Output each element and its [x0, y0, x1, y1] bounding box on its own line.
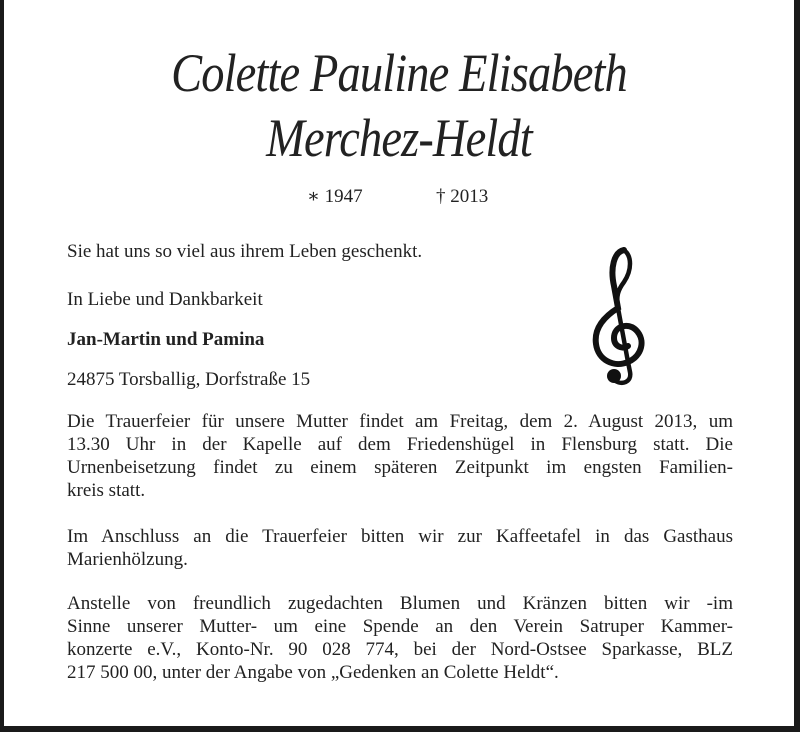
address: 24875 Torsballig, Dorfstraße 15	[67, 369, 311, 390]
paragraph2-line: Im Anschluss an die Trauerfeier bitten wir zur Kaffeetafel in das Gasthaus	[67, 526, 733, 547]
treble-clef-icon	[588, 246, 654, 386]
motto: Sie hat uns so viel aus ihrem Leben geschenkt.	[67, 241, 423, 262]
paragraph3-line: Sinne unserer Mutter- um eine Spende an den Verein Satruper Kammer-	[67, 616, 733, 637]
mourners: Jan-Martin und Pamina	[67, 329, 265, 350]
death-notice	[4, 0, 794, 726]
name-line-1: Colette Pauline Elisabeth	[171, 43, 627, 103]
closing: In Liebe und Dankbarkeit	[67, 289, 263, 310]
paragraph3-line: Anstelle von freundlich zugedachten Blumen und Kränzen bitten wir -im	[67, 593, 733, 614]
paragraph1-line: Urnenbeisetzung findet zu einem späteren Zeitpunkt im engsten Familien-	[67, 457, 733, 478]
death-year: † 2013	[436, 186, 489, 207]
paragraph3-line: konzerte e.V., Konto-Nr. 90 028 774, bei der Nord-Ostsee Sparkasse, BLZ	[67, 639, 733, 660]
paragraph1-line: Die Trauerfeier für unsere Mutter findet am Freitag, dem 2. August 2013, um	[67, 411, 733, 432]
name-line-2: Merchez-Heldt	[266, 108, 532, 168]
paragraph1-line: kreis statt.	[67, 480, 146, 501]
paragraph3-line: 217 500 00, unter der Angabe von „Gedenken an Colette Heldt“.	[67, 662, 559, 683]
paragraph1-line: 13.30 Uhr in der Kapelle auf dem Friedenshügel in Flensburg statt. Die	[67, 434, 733, 455]
paragraph2-line: Marienhölzung.	[67, 549, 188, 570]
birth-year: ∗ 1947	[307, 186, 363, 207]
